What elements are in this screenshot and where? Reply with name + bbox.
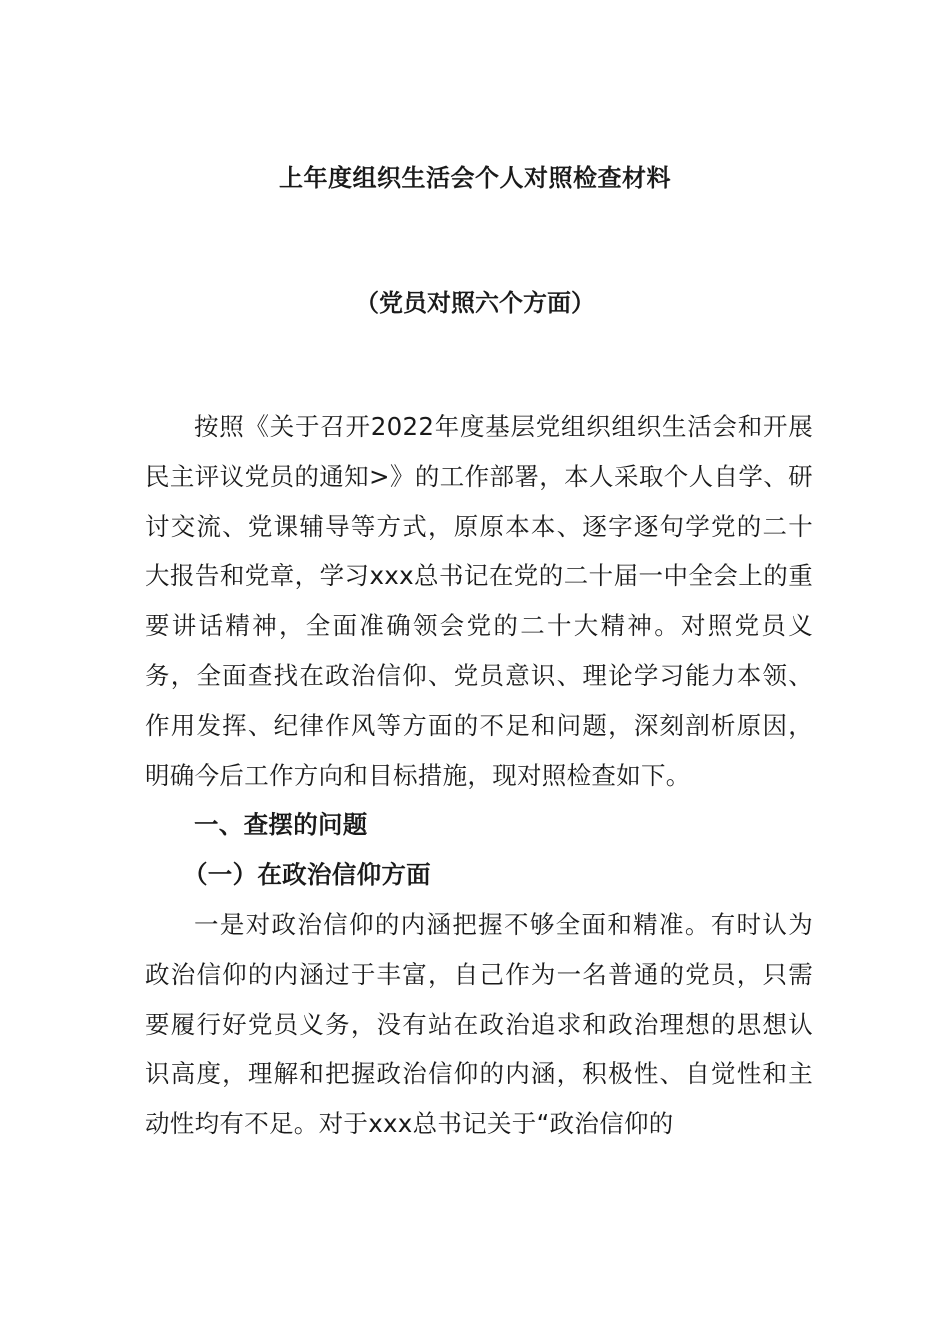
document-subtitle: （党员对照六个方面）: [355, 289, 595, 317]
intro-paragraph: 按照《关于召开2022年度基层党组织组织生活会和开展民主评议党员的通知>》的工作部署，本人采取个人自学、研讨交流、党课辅导等方式，原原本本、逐字逐句学党的二十大报告和党章，学习xxx总书记在党的二十届一中全会上的重要讲话精神，全面准确领会党的二十大精神。对照党员义务，全面查找在政治信仰、党员意识、理论学习能力本领、作用发挥、纪律作风等方面的不足和问题，深刻剖析原因，明确今后工作方向和目标措施，现对照检查如下。: [145, 412, 813, 790]
section-heading: 一、查摆的问题: [194, 810, 368, 840]
body-paragraph: 一是对政治信仰的内涵把握不够全面和精准。有时认为政治信仰的内涵过于丰富，自己作为一名普通的党员，只需要履行好党员义务，没有站在政治追求和政治理想的思想认识高度，理解和把握政治信仰的内涵，积极性、自觉性和主动性均有不足。对于xxx总书记关于“政治信仰的: [145, 909, 813, 1139]
document-title: 上年度组织生活会个人对照检查材料: [279, 164, 671, 192]
subsection-heading: （一）在政治信仰方面: [182, 860, 431, 890]
document-body: [145, 402, 813, 1149]
